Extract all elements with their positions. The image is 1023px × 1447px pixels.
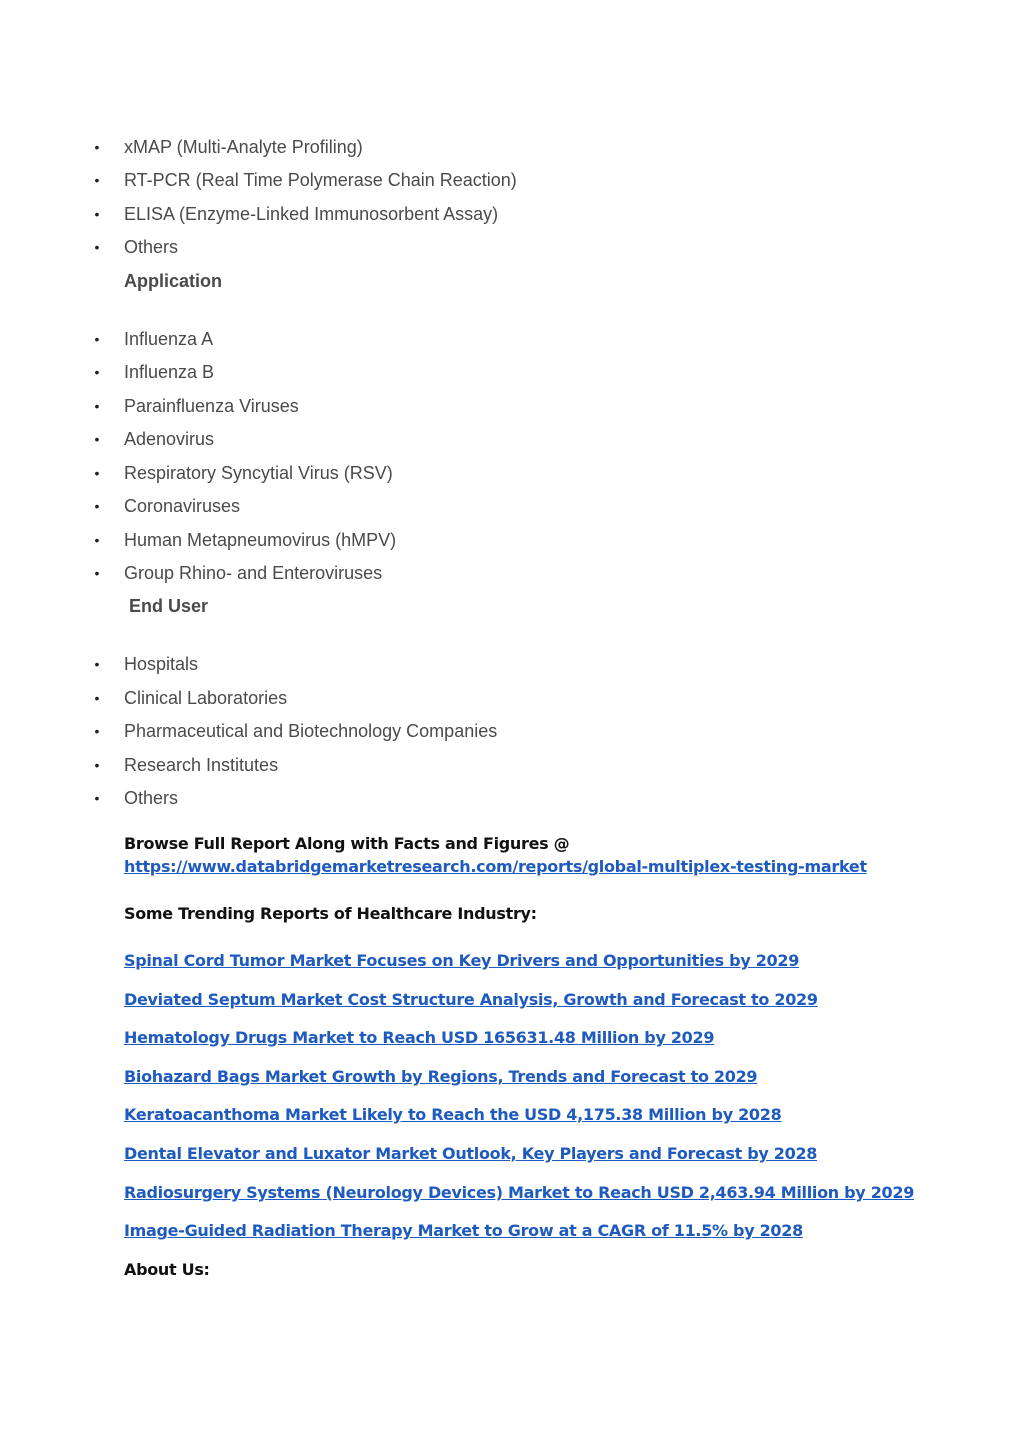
list-item-text: Influenza B <box>124 362 215 382</box>
bullet-icon: • <box>94 790 100 806</box>
list-item-text: ELISA (Enzyme-Linked Immunosorbent Assay) <box>124 204 499 224</box>
bullet-icon: • <box>94 239 100 255</box>
list-item-text: Others <box>124 788 179 808</box>
trending-report-link[interactable]: Biohazard Bags Market Growth by Regions, Trends and Forecast to 2029 <box>124 1067 758 1086</box>
list-item-text: RT-PCR (Real Time Polymerase Chain Reaction) <box>124 170 517 190</box>
bullet-icon: • <box>94 757 100 773</box>
list-item-text: Respiratory Syncytial Virus (RSV) <box>124 463 393 483</box>
report-url-link[interactable]: https://www.databridgemarketresearch.com/reports/global-multiplex-testing-market <box>124 857 867 876</box>
list-item-text: Hospitals <box>124 654 199 674</box>
bullet-icon: • <box>94 565 100 581</box>
trending-report-link[interactable]: Dental Elevator and Luxator Market Outlook, Key Players and Forecast by 2028 <box>124 1144 818 1163</box>
trending-report-link[interactable]: Radiosurgery Systems (Neurology Devices) Market to Reach USD 2,463.94 Million by 2029 <box>124 1183 915 1202</box>
trending-report-link[interactable]: Spinal Cord Tumor Market Focuses on Key Drivers and Opportunities by 2029 <box>124 951 800 970</box>
bullet-icon: • <box>94 172 100 188</box>
bullet-icon: • <box>94 398 100 414</box>
bullet-icon: • <box>94 331 100 347</box>
bullet-icon: • <box>94 364 100 380</box>
bullet-icon: • <box>94 139 100 155</box>
trending-report-link[interactable]: Image-Guided Radiation Therapy Market to Grow at a CAGR of 11.5% by 2028 <box>124 1221 803 1240</box>
list-item-text: Adenovirus <box>124 429 215 449</box>
trending-report-link[interactable]: Hematology Drugs Market to Reach USD 165631.48 Million by 2029 <box>124 1028 715 1047</box>
about-us-heading: About Us: <box>124 1260 210 1279</box>
trending-reports-heading: Some Trending Reports of Healthcare Industry: <box>124 904 537 923</box>
bullet-icon: • <box>94 656 100 672</box>
bullet-icon: • <box>94 690 100 706</box>
list-item-text: xMAP (Multi-Analyte Profiling) <box>124 137 363 157</box>
bullet-icon: • <box>94 723 100 739</box>
list-item-text: Pharmaceutical and Biotechnology Companies <box>124 721 498 741</box>
list-item-text: Influenza A <box>124 329 214 349</box>
list-item-text: Research Institutes <box>124 755 279 775</box>
bullet-icon: • <box>94 532 100 548</box>
trending-report-link[interactable]: Deviated Septum Market Cost Structure Analysis, Growth and Forecast to 2029 <box>124 990 818 1009</box>
end-user-heading: End User <box>129 596 209 616</box>
list-item-text: Parainfluenza Viruses <box>124 396 299 416</box>
bullet-icon: • <box>94 465 100 481</box>
list-item-text: Clinical Laboratories <box>124 688 288 708</box>
list-item-text: Group Rhino- and Enteroviruses <box>124 563 383 583</box>
bullet-icon: • <box>94 206 100 222</box>
trending-report-link[interactable]: Keratoacanthoma Market Likely to Reach the USD 4,175.38 Million by 2028 <box>124 1105 782 1124</box>
list-item-text: Human Metapneumovirus (hMPV) <box>124 530 397 550</box>
application-heading: Application <box>124 271 222 291</box>
browse-report-label: Browse Full Report Along with Facts and Figures @ <box>124 834 570 853</box>
list-item-text: Others <box>124 237 179 257</box>
list-item-text: Coronaviruses <box>124 496 241 516</box>
bullet-icon: • <box>94 431 100 447</box>
bullet-icon: • <box>94 498 100 514</box>
